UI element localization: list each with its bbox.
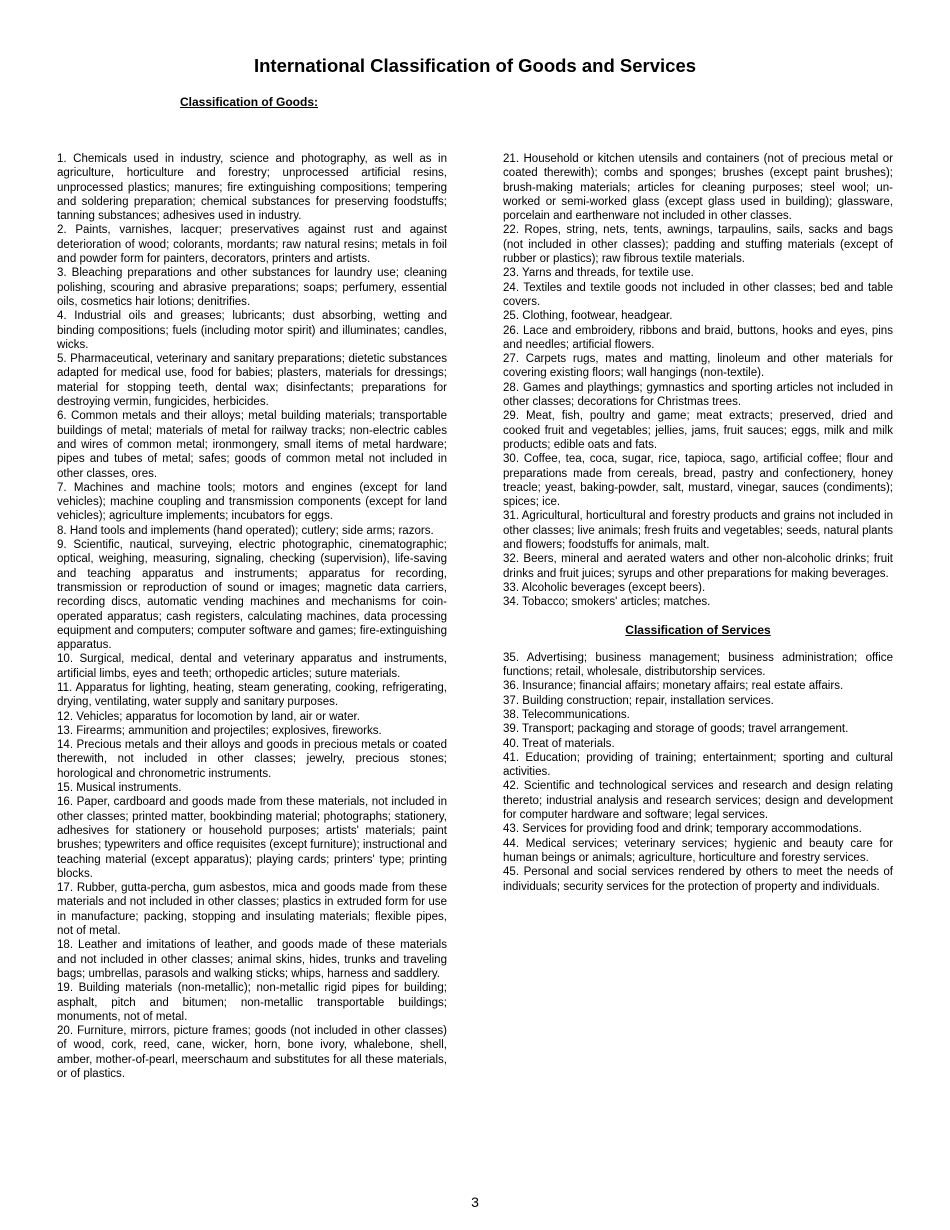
goods-class-item: 13. Firearms; ammunition and projectiles; explosives, fireworks. bbox=[57, 724, 382, 737]
goods-class-item: 27. Carpets rugs, mates and matting, linoleum and other materials for covering existing floors; wall hangings (non-textile). bbox=[503, 353, 893, 380]
goods-class-item: 32. Beers, mineral and aerated waters and other non-alcoholic drinks; fruit drinks and fruit juices; syrups and other preparations for making beverages. bbox=[503, 553, 893, 580]
service-class-item: 45. Personal and social services rendered by others to meet the needs of individuals; security services for the protection of property and individuals. bbox=[503, 866, 893, 893]
goods-class-item: 10. Surgical, medical, dental and veterinary apparatus and instruments, artificial limbs, eyes and teeth; orthopedic articles; suture materials. bbox=[57, 653, 447, 680]
goods-class-item: 21. Household or kitchen utensils and containers (not of precious metal or coated therewith); combs and sponges; brushes (except paint brushes); brush-making materials; articles for cleaning purposes; steel wool; un-worked or semi-worked glass (except glass used in building); glassware, porcelain and earthenware not included in other classes. bbox=[503, 153, 893, 223]
service-class-item: 37. Building construction; repair, installation services. bbox=[503, 694, 774, 707]
goods-class-item: 8. Hand tools and implements (hand operated); cutlery; side arms; razors. bbox=[57, 524, 434, 537]
goods-class-item: 18. Leather and imitations of leather, and goods made of these materials and not included in other classes; animal skins, hides, trunks and traveling bags; umbrellas, parasols and walking sticks; whips, harness and saddlery. bbox=[57, 939, 447, 980]
services-list bbox=[503, 651, 893, 894]
goods-class-item: 11. Apparatus for lighting, heating, steam generating, cooking, refrigerating, drying, ventilating, water supply and sanitary purposes. bbox=[57, 681, 447, 709]
goods-class-item: 16. Paper, cardboard and goods made from these materials, not included in other classes; printed matter, bookbinding material; photographs; stationery, adhesives for stationery or household purposes; artists' materials; paint brushes; typewriters and office requisites (except furniture); instructional and teaching material (except apparatus); playing cards; printers' type; printing blocks. bbox=[57, 796, 448, 880]
goods-class-item: 30. Coffee, tea, coca, sugar, rice, tapioca, sago, artificial coffee; flour and preparations made from cereals, bread, pastry and confectionery, honey treacle; yeast, baking-powder, salt, mustard, vinegar, sauces (condiments); spices; ice. bbox=[503, 453, 893, 509]
goods-class-item: 3. Bleaching preparations and other substances for laundry use; cleaning polishing, scouring and abrasive preparations; soaps; perfumery, essential oils, cosmetics hair lotions; denitrifies. bbox=[57, 267, 447, 308]
goods-class-item: 22. Ropes, string, nets, tents, awnings, tarpaulins, sails, sacks and bags (not included in other classes); padding and stuffing materials (except of rubber or plastics); raw fibrous textile materials. bbox=[503, 224, 893, 266]
service-class-item: 35. Advertising; business management; business administration; office functions; retail, wholesale, distributorship services. bbox=[503, 651, 893, 679]
service-class-item: 38. Telecommunications. bbox=[503, 708, 630, 721]
goods-class-item: 25. Clothing, footwear, headgear. bbox=[503, 310, 673, 323]
goods-class-item: 31. Agricultural, horticultural and forestry products and grains not included in other classes; live animals; fresh fruits and vegetables; seeds, natural plants and flowers; foodstuffs for animals, malt. bbox=[503, 510, 893, 552]
goods-class-item: 28. Games and playthings; gymnastics and sporting articles not included in other classes; decorations for Christmas trees. bbox=[503, 381, 893, 409]
goods-class-item: 6. Common metals and their alloys; metal building materials; transportable buildings of metal; materials of metal for railway tracks; non-electric cables and wires of common metal; ironmongery, small items of metal hardware; pipes and tubes of metal; safes; goods of common metal not included in other classes, ores. bbox=[57, 410, 447, 480]
goods-class-item: 17. Rubber, gutta-percha, gum asbestos, mica and goods made from these materials and not included in other classes; plastics in extruded form for use in manufacture; packing, stopping and insulating materials; flexible pipes, not of metal. bbox=[57, 882, 447, 938]
service-class-item: 41. Education; providing of training; entertainment; sporting and cultural activities. bbox=[503, 751, 893, 779]
service-class-item: 39. Transport; packaging and storage of goods; travel arrangement. bbox=[503, 723, 849, 736]
service-class-item: 36. Insurance; financial affairs; monetary affairs; real estate affairs. bbox=[503, 680, 844, 693]
goods-column-right bbox=[503, 152, 893, 894]
goods-class-item: 24. Textiles and textile goods not included in other classes; bed and table covers. bbox=[503, 281, 893, 308]
goods-class-item: 20. Furniture, mirrors, picture frames; goods (not included in other classes) of wood, cork, reed, cane, wicker, horn, bone ivory, whalebone, shell, amber, mother-of-pearl, meerschaum and substitutes for all these materials, or of plastics. bbox=[57, 1025, 447, 1080]
service-class-item: 44. Medical services; veterinary services; hygienic and beauty care for human beings or animals; agriculture, horticulture and forestry services. bbox=[503, 837, 893, 864]
page-number: 3 bbox=[471, 1194, 479, 1210]
goods-class-item: 19. Building materials (non-metallic); non-metallic rigid pipes for building; asphalt, pitch and bitumen; non-metallic transportable buildings; monuments, not of metal. bbox=[57, 982, 447, 1023]
services-heading: Classification of Services bbox=[625, 622, 771, 637]
goods-class-item: 7. Machines and machine tools; motors and engines (except for land vehicles); machine coupling and transmission components (except for land vehicles); agriculture implements; incubators for eggs. bbox=[57, 481, 447, 523]
goods-heading: Classification of Goods: bbox=[180, 95, 319, 109]
service-class-item: 42. Scientific and technological services and research and design relating thereto; industrial analysis and research services; design and development for computer hardware and software; legal services. bbox=[503, 780, 893, 822]
goods-class-item: 34. Tobacco; smokers' articles; matches. bbox=[503, 596, 711, 609]
goods-column-left bbox=[57, 152, 447, 1081]
service-class-item: 40. Treat of materials. bbox=[503, 737, 615, 750]
service-class-item: 43. Services for providing food and drink; temporary accommodations. bbox=[503, 823, 862, 836]
goods-class-item: 9. Scientific, nautical, surveying, electric photographic, cinematographic; optical, weighing, measuring, signaling, checking (supervision), life-saving and teaching apparatus and instruments; apparatus for recording, transmission or reproduction of sound or images; magnetic data carriers, recording discs, automatic vending machines and mechanisms for coin-operated apparatus; cash registers, calculating machines, data processing equipment and computers; computer software and games; fire-extinguishing apparatus. bbox=[57, 539, 447, 652]
goods-class-item: 4. Industrial oils and greases; lubricants; dust absorbing, wetting and binding compositions; fuels (including motor spirit) and illuminates; candles, wicks. bbox=[57, 310, 447, 351]
page-title: International Classification of Goods and Services bbox=[253, 55, 697, 76]
goods-class-item: 12. Vehicles; apparatus for locomotion by land, air or water. bbox=[57, 710, 360, 723]
goods-list-right bbox=[503, 152, 893, 610]
goods-class-item: 5. Pharmaceutical, veterinary and sanitary preparations; dietetic substances adapted for medical use, food for babies; plasters, materials for dressings; material for stopping teeth, dental wax; disinfectants; preparations for destroying vermin, fungicides, herbicides. bbox=[57, 353, 447, 409]
goods-class-item: 26. Lace and embroidery, ribbons and braid, buttons, hooks and eyes, pins and needles; artificial flowers. bbox=[503, 324, 893, 351]
goods-class-item: 2. Paints, varnishes, lacquer; preservatives against rust and against deterioration of wood; colorants, mordants; raw natural resins; metals in foil and powder form for painters, decorators, printers and artists. bbox=[57, 224, 447, 266]
goods-class-item: 23. Yarns and threads, for textile use. bbox=[503, 267, 694, 280]
goods-class-item: 1. Chemicals used in industry, science and photography, as well as in agriculture, horticulture and forestry; unprocessed artificial resins, unprocessed plastics; manures; fire extinguishing compositions; tempering and soldering preparation; chemical substances for preserving foodstuffs; tanning substances; adhesives used in industry. bbox=[57, 153, 447, 223]
goods-class-item: 29. Meat, fish, poultry and game; meat extracts; preserved, dried and cooked fruit and vegetables; jellies, jams, fruit sauces; eggs, milk and milk products; edible oats and fats. bbox=[503, 410, 893, 451]
goods-class-item: 33. Alcoholic beverages (except beers). bbox=[503, 581, 706, 594]
goods-class-item: 14. Precious metals and their alloys and goods in precious metals or coated therewith, not included in other classes; jewelry, precious stones; horological and chronometric instruments. bbox=[57, 739, 447, 780]
goods-class-item: 15. Musical instruments. bbox=[57, 782, 182, 795]
